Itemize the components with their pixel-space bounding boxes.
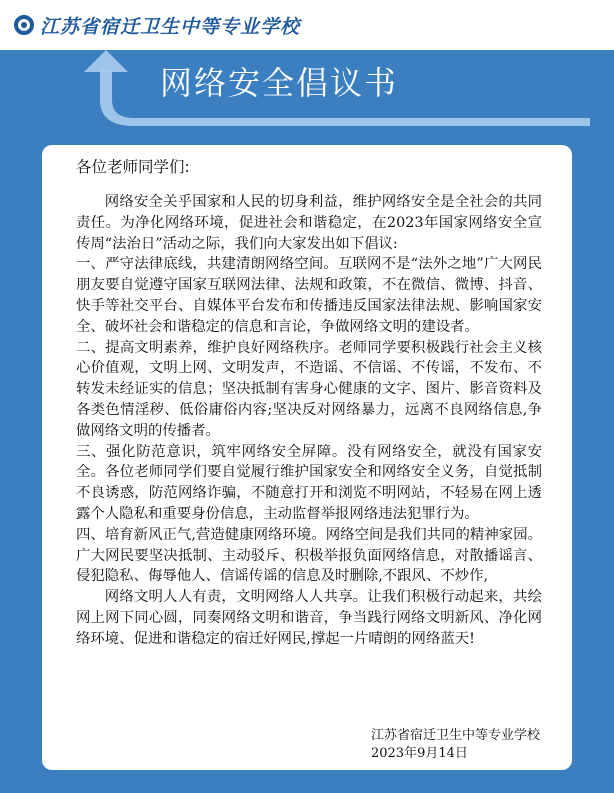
signature-date: 2023年9月14日 [370, 746, 468, 761]
school-name: 江苏省宿迁卫生中等专业学校 [40, 15, 301, 38]
signature-org: 江苏省宿迁卫生中等专业学校 [370, 728, 540, 743]
letter-item-1: 一、严守法律底线，共建清朗网络空间。互联网不是“法外之地”广大网民朋友要自觉遵守国家互联网法律、法规和政策，不在微信、微博、抖音、快手等社交平台、自媒体平台发布和传播违反国家法律法规、影响国家安全、破坏社会和谐稳定的信息和言论，争做网络文明的建设者。 [76, 256, 542, 335]
letter-greeting: 各位老师同学们: [76, 158, 190, 176]
letter-card [42, 145, 572, 770]
letter-item-2: 二、提高文明素养，维护良好网络秩序。老师同学要积极践行社会主义核心价值观，文明上网、文明发声，不造谣、不信谣、不传谣，不发布、不转发未经证实的信息；坚决抵制有害身心健康的文字、图片、影音资料及各类色情淫秽、低俗庸俗内容;坚决反对网络暴力，远离不良网络信息,争做网络文明的传播者。 [76, 339, 542, 439]
letter-intro: 网络安全关乎国家和人民的切身利益，维护网络安全是全社会的共同责任。为净化网络环境，促进社会和谐稳定，在2023年国家网络安全宣传周“法治日”活动之际，我们向大家发出如下倡议: [76, 194, 542, 252]
page-title: 网络安全倡议书 [160, 64, 399, 102]
letter-item-3: 三、强化防范意识，筑牢网络安全屏障。没有网络安全，就没有国家安全。各位老师同学们要自觉履行维护国家安全和网络安全义务，自觉抵制不良诱惑，防范网络诈骗，不随意打开和浏览不明网站，不轻易在网上透露个人隐私和重要身份信息，主动监督举报网络违法犯罪行为。 [76, 443, 542, 522]
letter-item-4: 四、培育新风正气,营造健康网络环境。网络空间是我们共同的精神家园。广大网民要坚决抵制、主动驳斥、积极举报负面网络信息，对散播谣言、侵犯隐私、侮辱他人、信谣传谣的信息及时删除,不跟风、不炒作, [76, 526, 542, 585]
letter-body [76, 192, 542, 650]
signature [371, 727, 540, 763]
letter-closing: 网络文明人人有责，文明网络人人共享。让我们积极行动起来，共绘网上网下同心圆，同奏网络文明和谐音，争当践行网络文明新风、净化网络环境、促进和谐稳定的宿迁好网民,撑起一片晴朗的网络蓝天! [76, 589, 542, 647]
